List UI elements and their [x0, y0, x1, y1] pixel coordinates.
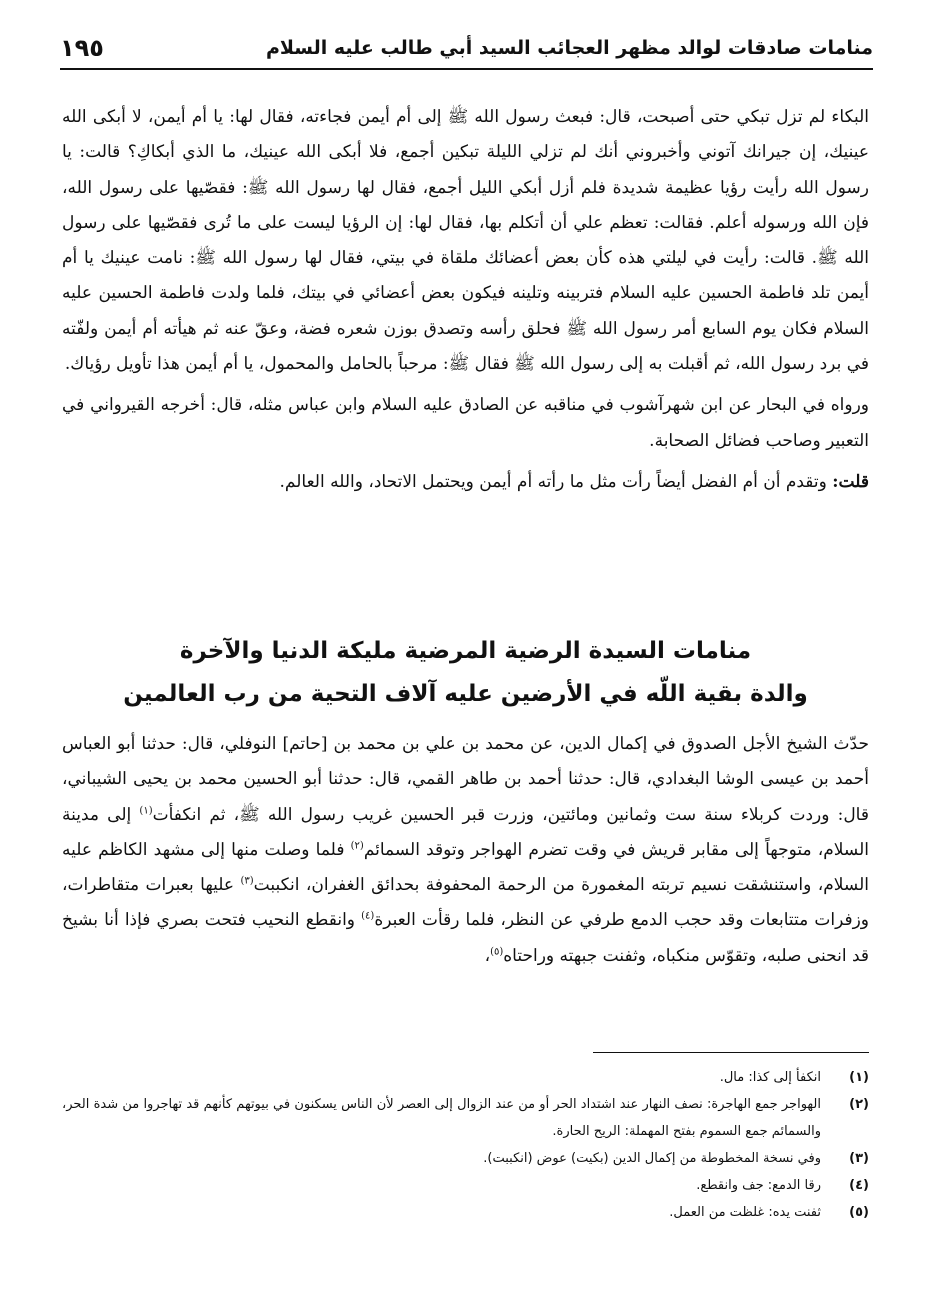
heading-line-1: منامات السيدة الرضية المرضية مليكة الدنيا والآخرة [179, 638, 752, 664]
footnote-text: وفي نسخة المخطوطة من إكمال الدين (بكيت) عوض (انكببت). [483, 1151, 821, 1166]
narration-part-2: إلى مدينة السلام، متوجهاً إلى مقابر قريش في وقت تضرم الهواجر وتوقد السمائم [62, 804, 870, 860]
footnote-ref-3[interactable]: (٣) [240, 875, 254, 887]
body-text [62, 100, 869, 500]
footnote-ref-5[interactable]: (٥) [490, 946, 504, 958]
footnote-item [62, 1091, 869, 1145]
note-text: وتقدم أن أم الفضل أيضاً رأت مثل ما رأته أم أيمن ويحتمل الاتحاد، والله العالم. [279, 471, 827, 492]
page-header [60, 28, 873, 70]
footnote-item [62, 1172, 869, 1199]
narration-part-5: وانقطع النحيب فتحت بصري فإذا أنا بشيخ قد انحنى صلبه، وتقوّس منكباه، وثفنت جبهته وراحتاه [62, 910, 869, 966]
footnote-item [62, 1145, 869, 1172]
footnote-text: انكفأ إلى كذا: مال. [719, 1070, 821, 1085]
page-number: ١٩٥ [60, 34, 104, 62]
note-label: قلت: [832, 471, 869, 492]
narration-paragraph [62, 727, 869, 974]
footnote-text: رقا الدمع: جف وانقطع. [696, 1178, 821, 1193]
footnote-item [62, 1064, 869, 1091]
footnote-number: (٥) [849, 1205, 869, 1220]
footnote-number: (٤) [849, 1178, 869, 1193]
narration-part-3: فلما وصلت منها إلى مشهد الكاظم عليه السلام، واستنشقت نسيم تربته المغمورة من الرحمة المحفوفة بحدائق الغفران، انكببت [62, 839, 870, 896]
paragraph-dream-story: البكاء لم تزل تبكي حتى أصبحت، قال: فبعث رسول الله ﷺ إلى أم أيمن فجاءته، فقال لها: يا أم أيمن، لا أبكى الله عينيك، إن جيرانك آتوني وأخبروني أنك لم تزلي الليلة تبكين أجمع، فلا أبكى الله عينيك، ما الذي أبكاكِ؟ قالت: يا رسول الله رأيت رؤيا عظيمة شديدة فلم أزل أبكي الليل أجمع، فقال لها رسول الله ﷺ: فقصّيها على رسول الله، فإن الله ورسوله أعلم. فقالت: تعظم علي أن أتكلم بها، فقال لها: إن الرؤيا ليست على ما تُرى فقصّيها على رسول الله ﷺ. قالت: رأيت في ليلتي هذه كأن بعض أعضائك ملقاة في بيتي، فقال لها رسول الله ﷺ: نامت عينيك يا أم أيمن تلد فاطمة الحسين عليه السلام فتربينه وتلينه فيكون بعض أعضائي في بيتك، فلما ولدت فاطمة الحسين عليه السلام فكان يوم السابع أمر رسول الله ﷺ فحلق رأسه وتصدق بوزن شعره فضة، وعقّ عنه ثم هيأته أم أيمن ولفّته في برد رسول الله، ثم أقبلت به إلى رسول الله ﷺ فقال ﷺ: مرحباً بالحامل والمحمول، يا أم أيمن هذا تأويل رؤياك. [62, 107, 869, 375]
footnote-text: ثفنت يده: غلظت من العمل. [669, 1205, 821, 1220]
footnote-item [62, 1199, 869, 1226]
main-paragraph [62, 727, 869, 974]
footnotes [62, 1064, 869, 1226]
paragraph-note [62, 465, 869, 500]
paragraph-bihar-source: ورواه في البحار عن ابن شهرآشوب في مناقبه عن الصادق عليه السلام وابن عباس مثله، قال: أخرجه القيرواني في التعبير وصاحب فضائل الصحابة. [62, 395, 869, 451]
footnote-divider [593, 1052, 869, 1053]
narration-part-4: عليها بعبرات متقاطرات، وزفرات متتابعات وقد حجب الدمع طرفي عن النظر، فلما رقأت العبرة [62, 875, 869, 931]
narration-part-1: حدّث الشيخ الأجل الصدوق في إكمال الدين، عن محمد بن علي بن محمد بن [حاتم] النوفلي، قال: حدثنا أبو العباس أحمد بن عيسى الوشا البغدادي، قال: حدثنا أحمد بن طاهر القمي، قال: حدثنا أبو الحسين محمد بن يحيى الشيباني، قال: وردت كربلاء سنة ست وثمانين ومائتين، وزرت قبر الحسين غريب رسول الله ﷺ، ثم انكفأت [62, 734, 869, 825]
footnote-ref-1[interactable]: (١) [139, 804, 153, 816]
narration-part-6: ، [484, 945, 491, 966]
section-heading [62, 630, 869, 716]
running-head: منامات صادقات لوالد مظهر العجائب السيد أبي طالب عليه السلام [265, 37, 873, 59]
footnote-ref-2[interactable]: (٢) [350, 840, 364, 852]
footnote-number: (٢) [849, 1097, 869, 1112]
footnote-ref-4[interactable]: (٤) [361, 910, 375, 922]
footnote-text: الهواجر جمع الهاجرة: نصف النهار عند اشتداد الحر أو من عند الزوال إلى العصر لأن الناس يسكنون في بيوتهم كأنهم قد تهاجروا من شدة الحر، والسمائم جمع السموم بفتح المهملة: الريح الحارة. [62, 1097, 821, 1139]
footnote-number: (٣) [849, 1151, 869, 1166]
heading-line-2: والدة بقية اللّه في الأرضين عليه آلاف التحية من رب العالمين [123, 681, 808, 707]
footnote-number: (١) [849, 1070, 869, 1085]
